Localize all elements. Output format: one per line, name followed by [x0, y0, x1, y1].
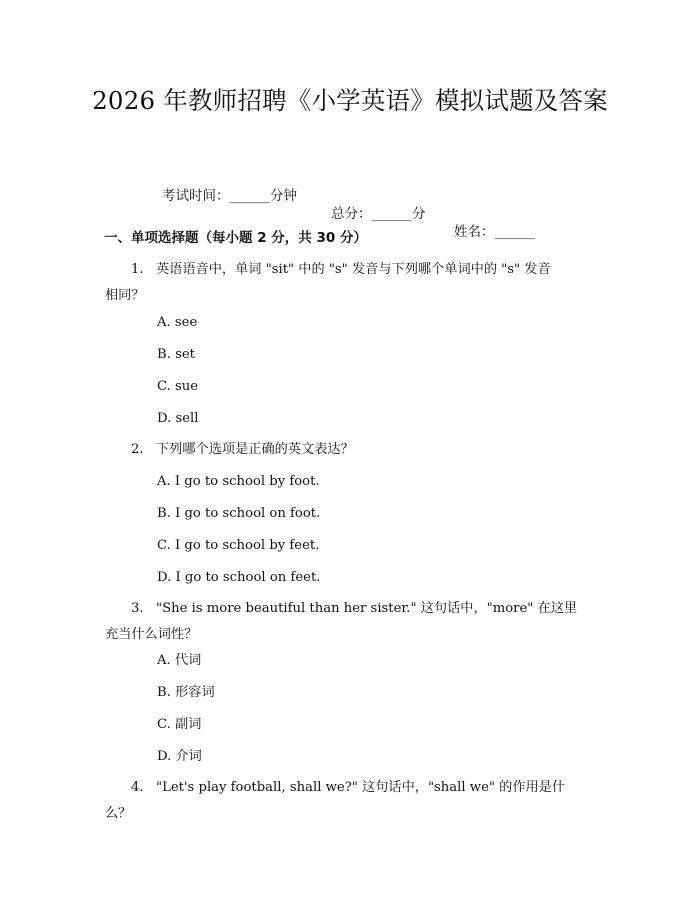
question-stem: "Let's play football, shall we?" 这句话中，"shall we" 的作用是什 — [156, 780, 566, 795]
question-number: 1. — [131, 262, 144, 277]
question-stem: 英语语音中，单词 "sit" 中的 "s" 发音与下列哪个单词中的 "s" 发音 — [156, 262, 551, 277]
question-number: 4. — [131, 780, 144, 795]
section-heading: 一、单项选择题（每小题 2 分，共 30 分） — [104, 230, 367, 246]
option-d: D. 介词 — [157, 749, 202, 764]
option-b: B. set — [157, 347, 195, 362]
page-title: 2026 年教师招聘《小学英语》模拟试题及答案 — [92, 86, 608, 115]
question-stem-continued: 相同？ — [105, 288, 145, 303]
question-stem: "She is more beautiful than her sister." 这句话中，"more" 在这里 — [156, 601, 578, 616]
option-b: B. I go to school on foot. — [157, 506, 321, 521]
option-d: D. sell — [157, 411, 199, 426]
question-stem: 下列哪个选项是正确的英文表达？ — [156, 442, 354, 457]
option-c: C. I go to school by feet. — [157, 538, 320, 553]
question-stem-continued: 充当什么词性？ — [105, 627, 198, 642]
exam-time-field: 考试时间：______分钟 — [162, 188, 297, 204]
option-c: C. 副词 — [157, 717, 202, 732]
option-a: A. I go to school by foot. — [157, 474, 320, 489]
option-c: C. sue — [157, 379, 199, 394]
total-score-field: 总分：______分 — [331, 206, 426, 222]
question-number: 3. — [131, 601, 144, 616]
option-d: D. I go to school on feet. — [157, 570, 321, 585]
option-a: A. see — [157, 315, 198, 330]
option-a: A. 代词 — [157, 653, 202, 668]
question-stem-continued: 么？ — [105, 806, 132, 821]
option-b: B. 形容词 — [157, 685, 215, 700]
question-number: 2. — [131, 442, 144, 457]
name-field: 姓名：______ — [454, 224, 535, 240]
